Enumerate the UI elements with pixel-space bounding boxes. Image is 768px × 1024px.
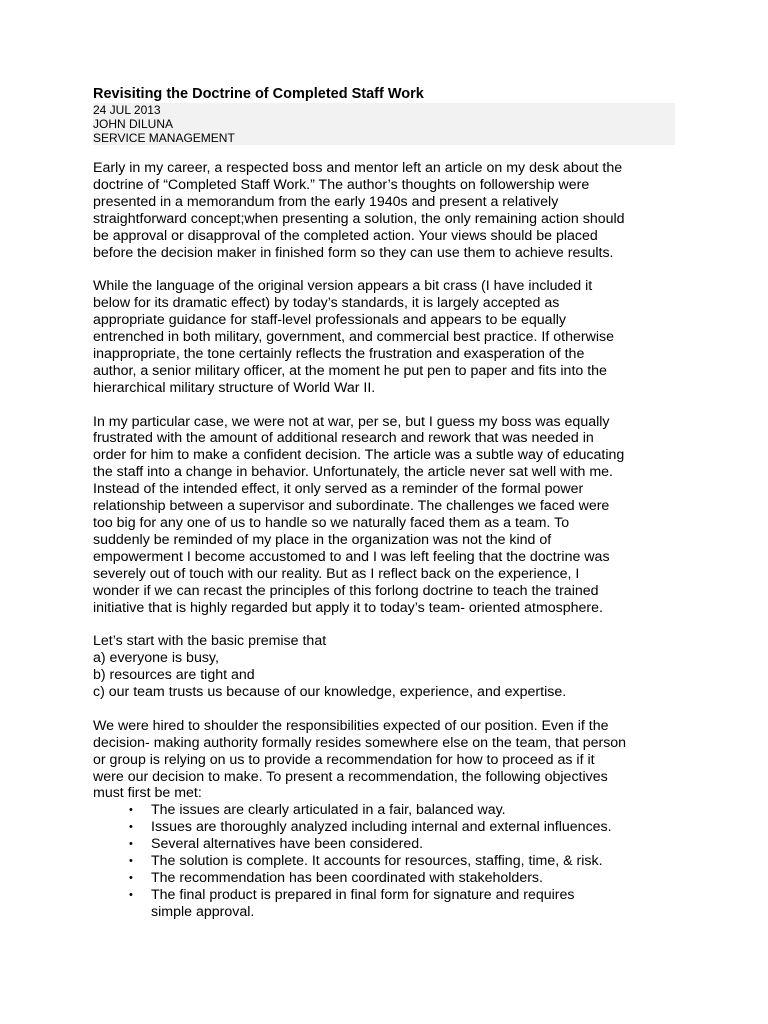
paragraph-line: initiative that is highly regarded but apply it to today’s team- oriented atmosphere.: [93, 599, 603, 616]
article-meta: [93, 103, 675, 145]
paragraph-line: the staff into a change in behavior. Unfortunately, the article never sat well with me.: [93, 464, 613, 481]
objective-text: Several alternatives have been considered.: [151, 836, 424, 853]
paragraph-line: doctrine of “Completed Staff Work.” The author’s thoughts on followership were: [93, 176, 590, 193]
bullet-icon: •: [129, 888, 133, 901]
article-body: [93, 160, 693, 921]
bullet-icon: •: [129, 838, 133, 851]
bullet-icon: •: [129, 855, 133, 868]
objective-text: simple approval.: [151, 903, 255, 920]
objective-item: [129, 853, 693, 870]
paragraph-line: below for its dramatic effect) by today’s standards, it is largely accepted as: [93, 295, 560, 312]
article-author: JOHN DILUNA: [93, 117, 174, 131]
paragraph-line: entrenched in both military, government, and commercial best practice. If otherwise: [93, 329, 614, 346]
paragraph-line: In my particular case, we were not at war, per se, but I guess my boss was equally: [93, 413, 610, 430]
body-paragraph: [93, 633, 693, 701]
paragraph-line: or group is relying on us to provide a recommendation for how to proceed as if it: [93, 751, 595, 768]
paragraph-line: must first be met:: [93, 785, 202, 802]
paragraph-line: author, a senior military officer, at the moment he put pen to paper and fits into the: [93, 362, 607, 379]
paragraph-line: While the language of the original version appears a bit crass (I have included it: [93, 278, 593, 295]
objective-text: The recommendation has been coordinated with stakeholders.: [151, 870, 543, 886]
paragraph-line: suddenly be reminded of my place in the organization was not the kind of: [93, 531, 552, 548]
objective-text: The issues are clearly articulated in a fair, balanced way.: [151, 802, 506, 819]
article-category: SERVICE MANAGEMENT: [93, 131, 235, 145]
objective-text: The solution is complete. It accounts for resources, staffing, time, & risk.: [151, 853, 603, 870]
objectives-list: [93, 802, 693, 920]
paragraph-line: straightforward concept;when presenting a solution, the only remaining action should: [93, 210, 625, 227]
article-title: Revisiting the Doctrine of Completed Staff Work: [93, 86, 424, 102]
body-paragraph: [93, 278, 693, 396]
objective-item: [129, 819, 693, 836]
paragraph-line: order for him to make a confident decision. The article was a subtle way of educating: [93, 447, 625, 464]
paragraph-line: a) everyone is busy,: [93, 650, 219, 667]
paragraph-line: inappropriate, the tone certainly reflects the frustration and exasperation of the: [93, 345, 585, 362]
body-paragraph: [93, 414, 693, 617]
paragraph-line: too big for any one of us to handle so we naturally faced them as a team. To: [93, 515, 570, 531]
objective-text: Issues are thoroughly analyzed including internal and external influences.: [151, 819, 612, 836]
objective-text: The final product is prepared in final form for signature and requires: [151, 886, 575, 903]
paragraph-line: wonder if we can recast the principles of this forlong doctrine to teach the trained: [93, 582, 599, 599]
bullet-icon: •: [129, 872, 133, 884]
objective-item: [129, 802, 693, 819]
paragraph-line: decision- making authority formally resides somewhere else on the team, that person: [93, 734, 627, 751]
paragraph-line: We were hired to shoulder the responsibilities expected of our position. Even if the: [93, 717, 609, 734]
paragraph-line: before the decision maker in finished form so they can use them to achieve results.: [93, 244, 614, 261]
bullet-icon: •: [129, 821, 133, 834]
body-paragraph: [93, 718, 693, 803]
paragraph-line: hierarchical military structure of World War II.: [93, 379, 376, 396]
objective-item: [129, 870, 693, 887]
objective-item: [129, 836, 693, 853]
paragraph-line: Let’s start with the basic premise that: [93, 633, 327, 650]
paragraph-line: empowerment I become accustomed to and I was left feeling that the doctrine was: [93, 548, 610, 565]
paragraph-line: presented in a memorandum from the early 1940s and present a relatively: [93, 193, 559, 210]
paragraph-line: be approval or disapproval of the completed action. Your views should be placed: [93, 227, 598, 244]
paragraph-line: were our decision to make. To present a recommendation, the following objectives: [93, 768, 608, 785]
paragraph-line: c) our team trusts us because of our knowledge, experience, and expertise.: [93, 684, 567, 701]
paragraph-list: [93, 160, 693, 802]
body-paragraph: [93, 160, 693, 261]
paragraph-line: b) resources are tight and: [93, 667, 255, 684]
paragraph-line: relationship between a supervisor and subordinate. The challenges we faced were: [93, 498, 610, 515]
paragraph-line: severely out of touch with our reality. But as I reflect back on the experience, I: [93, 565, 580, 582]
paragraph-line: frustrated with the amount of additional research and rework that was needed in: [93, 430, 594, 447]
article-date: 24 JUL 2013: [93, 103, 161, 117]
document-page: [93, 86, 693, 921]
paragraph-line: Early in my career, a respected boss and mentor left an article on my desk about the: [93, 160, 623, 176]
paragraph-line: Instead of the intended effect, it only served as a reminder of the formal power: [93, 481, 584, 498]
paragraph-line: appropriate guidance for staff-level professionals and appears to be equally: [93, 312, 566, 329]
objective-item: [129, 887, 693, 921]
bullet-icon: •: [129, 804, 133, 817]
